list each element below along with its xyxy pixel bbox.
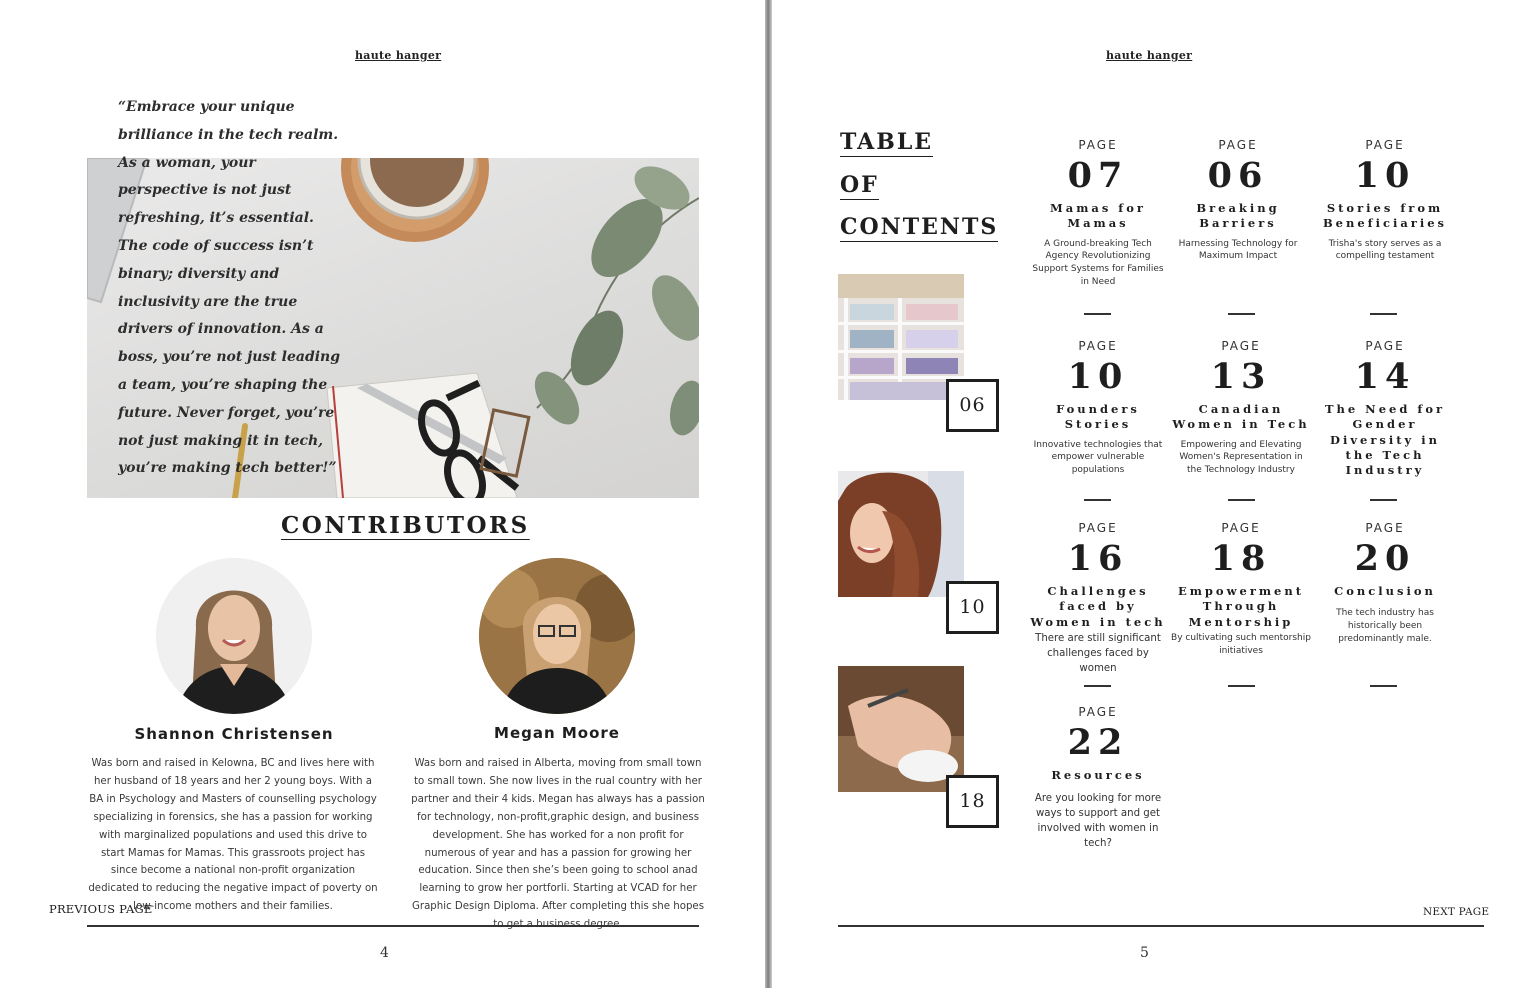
entry-divider xyxy=(1370,685,1397,687)
book-gutter xyxy=(765,0,772,988)
toc-entry-description: The tech industry has historically been predominantly male. xyxy=(1336,608,1434,644)
contributors-title: CONTRIBUTORS xyxy=(281,512,530,539)
avatar-megan xyxy=(479,558,635,714)
toc-entry-description: Empowering and Elevating Women's Representation in the Technology Industry xyxy=(1179,439,1303,476)
toc-entry-title: Mamas for Mamas xyxy=(1050,201,1146,231)
toc-entry-description: Trisha's story serves as a compelling testament xyxy=(1328,238,1442,262)
entry-divider xyxy=(1228,313,1255,315)
toc-entry-description: By cultivating such mentorship initiatives xyxy=(1171,632,1311,656)
footer-rule xyxy=(838,925,1484,927)
running-head: haute hanger xyxy=(1106,49,1193,62)
entry-divider xyxy=(1084,313,1111,315)
toc-entry-title: Challenges faced by Women in tech xyxy=(1030,584,1166,629)
toc-entry[interactable] xyxy=(1171,339,1311,477)
entry-divider xyxy=(1370,313,1397,315)
portrait-illustration xyxy=(838,471,964,597)
contributor-name: Megan Moore xyxy=(494,724,620,742)
toc-entry-page: 18 xyxy=(1210,538,1272,579)
toc-entry-title: Empowerment Through Mentorship xyxy=(1177,584,1305,629)
toc-entry-description: Are you looking for more ways to support and get involved with women in tech? xyxy=(1034,793,1162,850)
entry-divider xyxy=(1084,499,1111,501)
left-page xyxy=(0,0,765,988)
footer-rule xyxy=(87,925,699,927)
toc-entry[interactable] xyxy=(1168,138,1308,263)
toc-entry-page: 06 xyxy=(1207,155,1269,196)
running-head: haute hanger xyxy=(355,49,442,62)
toc-heading-line: OF xyxy=(840,171,879,198)
toc-entry[interactable] xyxy=(1028,339,1168,477)
toc-entry-page: 14 xyxy=(1354,356,1416,397)
toc-entry-description: Harnessing Technology for Maximum Impact xyxy=(1178,238,1298,262)
toc-entry-label: PAGE xyxy=(1221,521,1261,535)
avatar-shannon xyxy=(156,558,312,714)
thumbnail-page-badge: 10 xyxy=(946,581,999,634)
thumbnail-page-badge: 18 xyxy=(946,775,999,828)
entry-divider xyxy=(1228,685,1255,687)
toc-entry-title: Conclusion xyxy=(1334,584,1436,598)
toc-entry-label: PAGE xyxy=(1078,521,1118,535)
toc-entry-page: 10 xyxy=(1354,155,1416,196)
toc-entry-label: PAGE xyxy=(1365,138,1405,152)
toc-entry[interactable] xyxy=(1315,138,1455,263)
entry-divider xyxy=(1228,499,1255,501)
toc-entry-label: PAGE xyxy=(1078,339,1118,353)
hand-mouse-illustration xyxy=(838,666,964,792)
toc-entry[interactable] xyxy=(1028,138,1168,289)
entry-divider xyxy=(1370,499,1397,501)
toc-entry-label: PAGE xyxy=(1221,339,1261,353)
toc-entry[interactable] xyxy=(1028,705,1168,851)
toc-entry-title: Breaking Barriers xyxy=(1196,201,1280,231)
toc-entry-title: The Need for Gender Diversity in the Tech Industry xyxy=(1324,402,1446,478)
toc-entry-page: 20 xyxy=(1354,538,1416,579)
thumbnail-woman-portrait[interactable] xyxy=(838,471,964,597)
entry-divider xyxy=(1084,685,1111,687)
right-page xyxy=(772,0,1534,988)
toc-entry-page: 16 xyxy=(1067,538,1129,579)
toc-entry-label: PAGE xyxy=(1365,521,1405,535)
toc-entry-description: A Ground-breaking Tech Agency Revolutionizing Support Systems for Families in Need xyxy=(1032,238,1164,287)
toc-entry-label: PAGE xyxy=(1078,138,1118,152)
toc-entry[interactable] xyxy=(1171,521,1311,657)
toc-entry-label: PAGE xyxy=(1078,705,1118,719)
portrait-illustration xyxy=(156,558,312,714)
toc-entry-description: There are still significant challenges faced by women xyxy=(1035,632,1161,674)
toc-entry-page: 07 xyxy=(1067,155,1129,196)
toc-entry-page: 10 xyxy=(1067,356,1129,397)
next-page-link[interactable]: NEXT PAGE xyxy=(1423,906,1490,918)
thumbnail-page-badge: 06 xyxy=(946,379,999,432)
toc-entry-title: Founders Stories xyxy=(1056,402,1140,432)
toc-entry-title: Canadian Women in Tech xyxy=(1172,402,1310,432)
toc-entry-label: PAGE xyxy=(1365,339,1405,353)
previous-page-link[interactable]: PREVIOUS PAGE xyxy=(49,902,153,916)
toc-entry-title: Resources xyxy=(1051,768,1145,782)
toc-entry[interactable] xyxy=(1028,521,1168,676)
page-number: 5 xyxy=(1140,945,1149,961)
toc-heading xyxy=(840,124,998,252)
toc-heading-line: TABLE xyxy=(840,129,934,155)
toc-entry[interactable] xyxy=(1315,339,1455,478)
toc-entry-page: 13 xyxy=(1210,356,1272,397)
page-number: 4 xyxy=(380,945,389,961)
toc-entry-description: Innovative technologies that empower vulnerable populations xyxy=(1033,439,1163,476)
toc-entry-title: Stories from Beneficiaries xyxy=(1322,201,1448,231)
contributor-bio: Was born and raised in Alberta, moving from small town to small town. She now lives in the rual country with her partner and their 4 kids. Megan has always has a passion for technology, non-profit,graphic design, and business development. She has worked for a non profit for numerous of year and has a passion for growing her education. Since then she’s been going to school anad learning to grow her portforli. Starting at VCAD for her Graphic Design Diploma. After completing this she hopes xyxy=(411,758,705,913)
toc-entry-label: PAGE xyxy=(1218,138,1258,152)
contributor-name: Shannon Christensen xyxy=(134,725,334,743)
contributor-bio: Was born and raised in Kelowna, BC and lives here with her husband of 18 years and her 2 young boys. With a BA in Psychology and Masters of counselling psychology specializing in forensics, she has a passion for working with marginalized populations and used this drive to start Mamas for Mamas. This grassroots project has since become a national non-profit organization dedicated to reducing the negative impact of poverty on low-income mothers and their families. xyxy=(88,758,378,913)
toc-entry[interactable] xyxy=(1315,521,1455,646)
toc-heading-line: CONTENTS xyxy=(840,214,999,240)
toc-entry-page: 22 xyxy=(1067,722,1129,763)
thumbnail-hand-mouse[interactable] xyxy=(838,666,964,792)
pull-quote: “Embrace your unique brilliance in the tech realm. As a woman, your perspective is not just refreshing, it’s essential. The code of success isn’t binary; diversity and inclusivity are the true drivers of innovation. As a boss, you’re not just leading a team, you’re shaping the future. Never forget, you’re not just making it in tech, you’re making tech better!” xyxy=(118,99,341,477)
portrait-illustration xyxy=(479,558,635,714)
